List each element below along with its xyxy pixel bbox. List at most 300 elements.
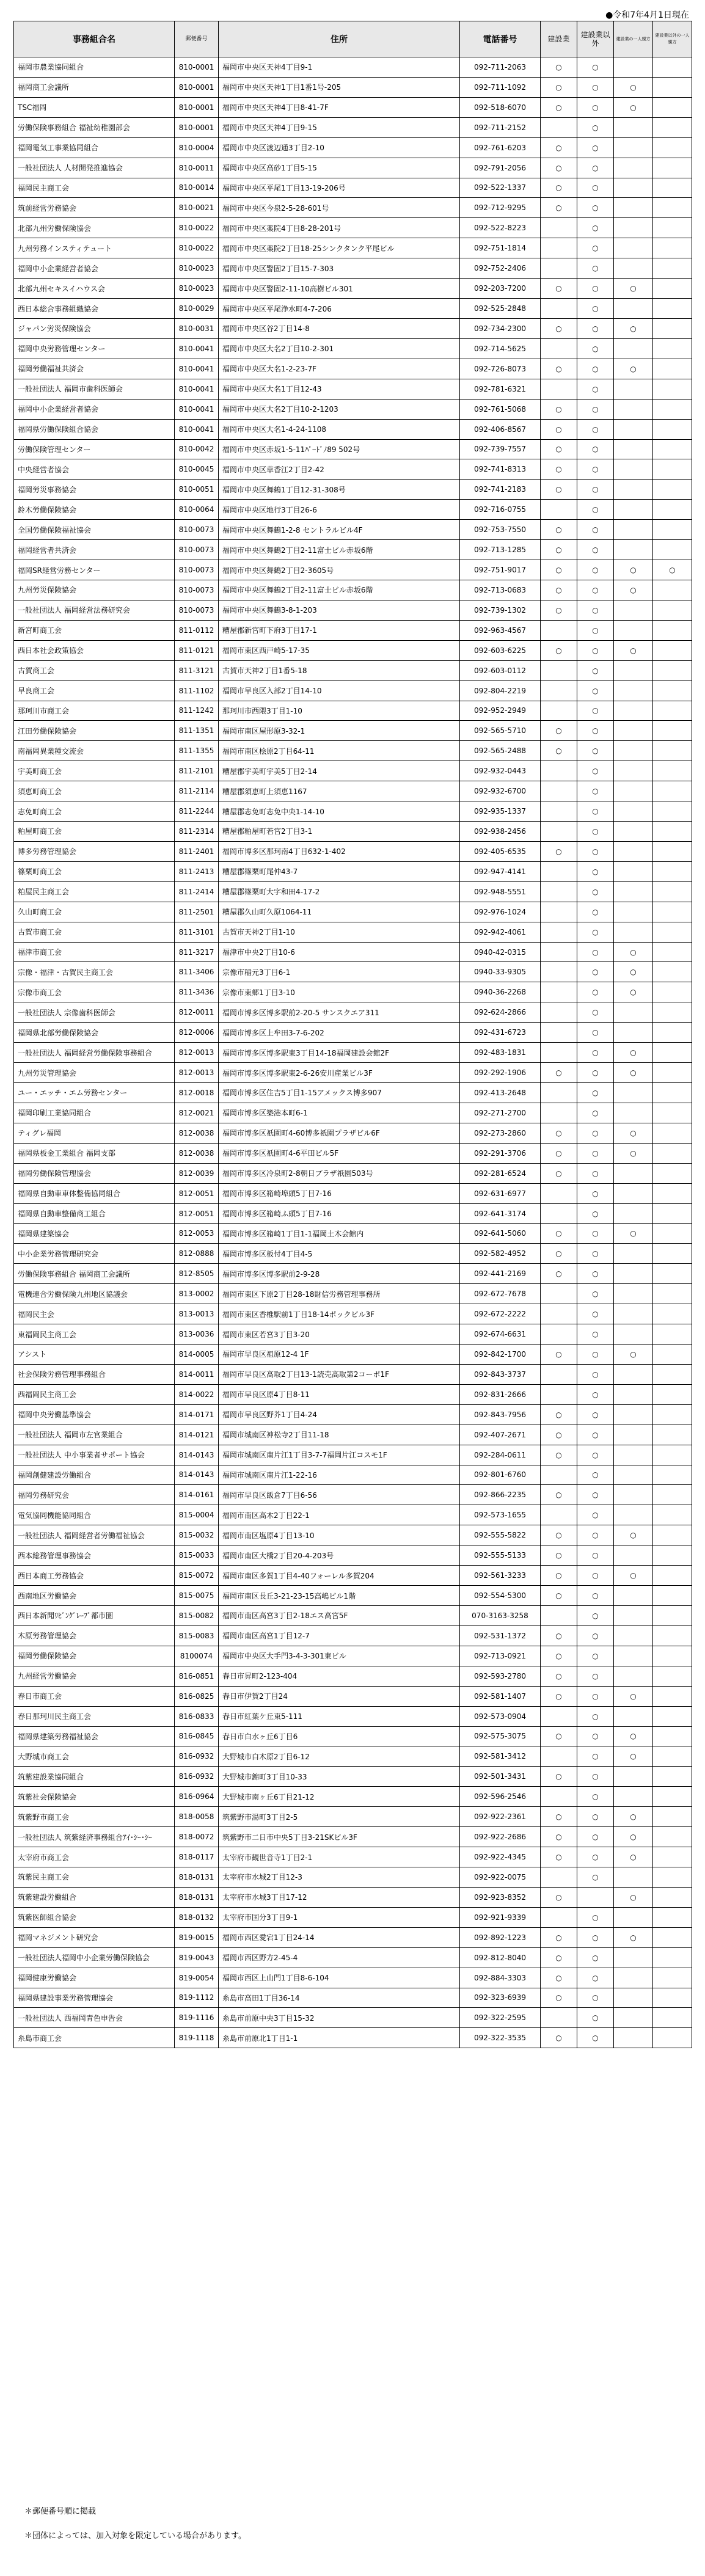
cell-special-1 [614,198,653,218]
cell-construction [541,781,577,801]
cell-special-2 [653,178,692,198]
cell-non-construction: ○ [577,399,614,419]
cell-address: 福岡市城南区南片江1-22-16 [219,1465,460,1485]
cell-non-construction: ○ [577,1485,614,1505]
cell-special-1 [614,660,653,680]
cell-special-1 [614,1968,653,1988]
cell-special-2 [653,1203,692,1224]
cell-special-2 [653,1043,692,1063]
table-row [14,419,692,439]
cell-phone: 092-603-6225 [460,640,541,660]
cell-construction [541,1002,577,1023]
cell-phone: 092-714-5625 [460,338,541,359]
cell-special-2 [653,1586,692,1606]
cell-name: 筑紫民主商工会 [14,1867,175,1887]
cell-address: 福岡市中央区舞鶴3-8-1-203 [219,600,460,620]
cell-zip: 812-0021 [175,1103,219,1123]
cell-construction: ○ [541,721,577,741]
cell-address: 福岡市南区塩原4丁目13-10 [219,1525,460,1545]
cell-name: 東福岡民主商工会 [14,1324,175,1345]
cell-zip: 818-0117 [175,1847,219,1867]
cell-special-1: ○ [614,1847,653,1867]
table-row [14,962,692,982]
cell-address: 福岡市中央区大名1-2-23-7F [219,359,460,379]
cell-address: 太宰府市観世音寺1丁目2-1 [219,1847,460,1867]
table-row [14,540,692,560]
cell-name: ユー・エッチ・エム労務センター [14,1083,175,1103]
cell-construction [541,299,577,319]
cell-non-construction: ○ [577,942,614,962]
table-row [14,861,692,881]
cell-non-construction: ○ [577,158,614,178]
cell-non-construction [577,1887,614,1907]
cell-special-1: ○ [614,359,653,379]
cell-name: 那珂川市商工会 [14,701,175,721]
cell-address: 糸島市前原中央3丁目15-32 [219,2008,460,2028]
cell-special-2 [653,881,692,902]
cell-non-construction: ○ [577,318,614,338]
cell-non-construction: ○ [577,1023,614,1043]
cell-name: 宇美町商工会 [14,761,175,781]
cell-non-construction: ○ [577,922,614,942]
cell-phone: 092-711-1092 [460,77,541,97]
cell-non-construction: ○ [577,218,614,238]
cell-construction: ○ [541,1947,577,1968]
cell-special-2 [653,1183,692,1203]
table-row [14,338,692,359]
table-row [14,1706,692,1726]
cell-construction: ○ [541,1988,577,2008]
cell-name: 福岡経営者共済会 [14,540,175,560]
cell-name: 福岡労働保険協会 [14,1646,175,1666]
cell-address: 福岡市中央区警固2-11-10高樹ビル301 [219,279,460,299]
cell-address: 福岡市城南区神松寺2丁目11-18 [219,1425,460,1445]
cell-special-2 [653,1767,692,1787]
cell-special-2 [653,1646,692,1666]
cell-address: 福岡市南区高宮1丁目12-7 [219,1626,460,1646]
cell-non-construction: ○ [577,57,614,78]
cell-special-1 [614,439,653,459]
cell-non-construction: ○ [577,560,614,580]
cell-special-1 [614,1485,653,1505]
cell-special-1 [614,1605,653,1626]
cell-address: 福岡市中央区大名2丁目10-2-301 [219,338,460,359]
cell-special-1: ○ [614,1686,653,1706]
cell-special-1 [614,1384,653,1404]
cell-phone: 092-203-7200 [460,279,541,299]
cell-special-1: ○ [614,1063,653,1083]
cell-construction: ○ [541,1646,577,1666]
cell-special-1 [614,1706,653,1726]
cell-construction: ○ [541,1827,577,1847]
cell-special-2 [653,158,692,178]
cell-special-1 [614,399,653,419]
cell-address: 福岡市中央区天神4丁目9-15 [219,117,460,137]
cell-non-construction: ○ [577,1586,614,1606]
cell-construction [541,258,577,279]
cell-non-construction: ○ [577,520,614,540]
cell-construction: ○ [541,640,577,660]
cell-non-construction: ○ [577,1947,614,1968]
cell-zip: 810-0022 [175,238,219,258]
cell-non-construction: ○ [577,1103,614,1123]
cell-address: 糟屋郡粕屋町若宮2丁目3-1 [219,822,460,842]
cell-name: 福岡中小企業経営者協会 [14,399,175,419]
cell-construction [541,1364,577,1384]
cell-special-2 [653,801,692,822]
cell-phone: 092-812-8040 [460,1947,541,1968]
cell-phone: 092-711-2152 [460,117,541,137]
cell-phone: 092-726-8073 [460,359,541,379]
cell-address: 糟屋郡須恵町上須恵1167 [219,781,460,801]
cell-zip: 812-0053 [175,1224,219,1244]
cell-construction: ○ [541,1847,577,1867]
cell-zip: 813-0036 [175,1324,219,1345]
cell-address: 糟屋郡久山町久原1064-11 [219,902,460,922]
cell-name: 太宰府市商工会 [14,1847,175,1867]
cell-phone: 092-554-5300 [460,1586,541,1606]
cell-special-2 [653,439,692,459]
cell-non-construction: ○ [577,1907,614,1927]
cell-construction: ○ [541,580,577,600]
cell-address: 福岡市博多区築港本町6-1 [219,1103,460,1123]
cell-special-1: ○ [614,1807,653,1827]
cell-zip: 811-2413 [175,861,219,881]
cell-construction: ○ [541,520,577,540]
table-row [14,57,692,78]
table-row [14,1586,692,1606]
cell-zip: 811-2314 [175,822,219,842]
table-row [14,137,692,158]
cell-address: 福岡市中央区警固2丁目15-7-303 [219,258,460,279]
table-row [14,1203,692,1224]
cell-construction: ○ [541,77,577,97]
cell-non-construction: ○ [577,640,614,660]
cell-address: 福津市中央2丁目10-6 [219,942,460,962]
cell-zip: 813-0013 [175,1304,219,1324]
table-row [14,1485,692,1505]
cell-zip: 818-0131 [175,1887,219,1907]
table-row [14,1384,692,1404]
cell-zip: 810-0041 [175,399,219,419]
cell-phone: 092-801-6760 [460,1465,541,1485]
cell-zip: 812-0013 [175,1043,219,1063]
cell-name: 電気協同機能協同組合 [14,1505,175,1525]
cell-construction: ○ [541,359,577,379]
cell-name: 福岡労働福祉共済会 [14,359,175,379]
cell-phone: 092-952-2949 [460,701,541,721]
cell-non-construction: ○ [577,1224,614,1244]
cell-address: 福岡市中央区大名1-4-24-1108 [219,419,460,439]
table-row [14,520,692,540]
cell-special-2 [653,1404,692,1425]
cell-special-2 [653,1887,692,1907]
table-row [14,1867,692,1887]
cell-name: 北部九州労働保険協会 [14,218,175,238]
cell-construction [541,1203,577,1224]
cell-special-2 [653,299,692,319]
cell-zip: 811-1355 [175,741,219,761]
cell-construction: ○ [541,1726,577,1746]
cell-construction [541,1706,577,1726]
cell-address: 福岡市西区愛宕1丁目24-14 [219,1927,460,1947]
cell-construction: ○ [541,1686,577,1706]
cell-name: 一般社団法人 筑紫経済事務組合ｱｲ･ｼｰ･ｼｰ [14,1827,175,1847]
cell-address: 福岡市博多区箱崎ふ頭5丁目7-16 [219,1203,460,1224]
cell-phone: 092-922-2361 [460,1807,541,1827]
cell-special-1: ○ [614,1566,653,1586]
cell-non-construction: ○ [577,1244,614,1264]
cell-zip: 812-0011 [175,1002,219,1023]
cell-construction [541,1746,577,1767]
cell-special-1 [614,922,653,942]
table-row [14,97,692,117]
cell-special-1: ○ [614,560,653,580]
cell-special-1 [614,500,653,520]
cell-address: 糟屋郡志免町志免中央1-14-10 [219,801,460,822]
table-row [14,600,692,620]
table-row [14,2028,692,2048]
cell-phone: 092-672-7678 [460,1284,541,1304]
table-row [14,881,692,902]
table-row [14,279,692,299]
cell-phone: 092-884-3303 [460,1968,541,1988]
cell-phone: 092-713-0921 [460,1646,541,1666]
cell-address: 糟屋郡篠栗町尾仲43-7 [219,861,460,881]
cell-zip: 818-0132 [175,1907,219,1927]
cell-special-2 [653,1988,692,2008]
header-special-2: 建設業以外の一人親方 [653,21,692,57]
cell-construction: ○ [541,1666,577,1686]
table-row [14,218,692,238]
cell-special-2 [653,359,692,379]
cell-phone: 092-751-1814 [460,238,541,258]
table-row [14,942,692,962]
cell-non-construction: ○ [577,1345,614,1365]
cell-address: 福岡市博多区板付4丁目4-5 [219,1244,460,1264]
cell-phone: 092-739-7557 [460,439,541,459]
cell-phone: 0940-33-9305 [460,962,541,982]
header-zip: 郵便番号 [175,21,219,57]
table-row [14,1545,692,1566]
cell-non-construction: ○ [577,238,614,258]
cell-special-2 [653,680,692,701]
cell-address: 大野城市白木原2丁目6-12 [219,1746,460,1767]
cell-construction [541,1103,577,1123]
cell-name: 西日本総合事務組織協会 [14,299,175,319]
cell-special-1: ○ [614,1887,653,1907]
cell-special-1 [614,801,653,822]
cell-zip: 812-0006 [175,1023,219,1043]
cell-name: 福岡労災事務協会 [14,480,175,500]
cell-special-2 [653,1264,692,1284]
cell-name: 筑前経営労務協会 [14,198,175,218]
cell-non-construction: ○ [577,600,614,620]
cell-address: 福岡市博多区上牟田3-7-6-202 [219,1023,460,1043]
cell-non-construction: ○ [577,701,614,721]
cell-special-1 [614,1203,653,1224]
cell-non-construction: ○ [577,1827,614,1847]
cell-phone: 092-932-0443 [460,761,541,781]
cell-construction: ○ [541,318,577,338]
cell-name: 篠栗町商工会 [14,861,175,881]
cell-zip: 815-0082 [175,1605,219,1626]
cell-phone: 092-713-0683 [460,580,541,600]
cell-special-2 [653,1907,692,1927]
cell-name: 北部九州セキスイハウス会 [14,279,175,299]
cell-special-2 [653,77,692,97]
cell-address: 福岡市中央区谷2丁目14-8 [219,318,460,338]
cell-construction [541,1505,577,1525]
cell-zip: 814-0161 [175,1485,219,1505]
cell-special-1 [614,1626,653,1646]
cell-zip: 816-0845 [175,1726,219,1746]
cell-special-2 [653,97,692,117]
cell-construction: ○ [541,1143,577,1163]
cell-phone: 0940-42-0315 [460,942,541,962]
cell-name: 福岡マネジメント研究会 [14,1927,175,1947]
cell-name: アシスト [14,1345,175,1365]
cell-special-2 [653,1103,692,1123]
cell-phone: 092-291-3706 [460,1143,541,1163]
cell-non-construction: ○ [577,1445,614,1465]
cell-construction [541,680,577,701]
cell-special-2 [653,1123,692,1143]
cell-non-construction: ○ [577,982,614,1002]
cell-special-2 [653,1827,692,1847]
cell-phone: 092-935-1337 [460,801,541,822]
cell-special-1 [614,1505,653,1525]
cell-name: 福岡電気工事業協同組合 [14,137,175,158]
cell-special-1 [614,299,653,319]
cell-special-2 [653,218,692,238]
cell-zip: 812-0018 [175,1083,219,1103]
cell-name: ジャパン労災保険協会 [14,318,175,338]
cell-address: 福岡市中央区平尾1丁目13-19-206号 [219,178,460,198]
table-row [14,359,692,379]
cell-name: 江田労働保険協会 [14,721,175,741]
cell-name: 福岡中小企業経営者協会 [14,258,175,279]
cell-name: 福岡商工会議所 [14,77,175,97]
cell-name: 福津市商工会 [14,942,175,962]
cell-phone: 092-581-1407 [460,1686,541,1706]
cell-name: 福岡県建設事業労務管理協会 [14,1988,175,2008]
cell-phone: 092-948-5551 [460,881,541,902]
table-row [14,1807,692,1827]
cell-special-1 [614,1083,653,1103]
cell-phone: 092-323-6939 [460,1988,541,2008]
cell-phone: 092-804-2219 [460,680,541,701]
cell-construction [541,1284,577,1304]
cell-non-construction: ○ [577,1364,614,1384]
cell-special-2 [653,1445,692,1465]
cell-name: TSC福岡 [14,97,175,117]
cell-non-construction: ○ [577,117,614,137]
cell-name: 春日市商工会 [14,1686,175,1706]
cell-non-construction: ○ [577,2008,614,2028]
header-special-1: 建設業の一人親方 [614,21,653,57]
cell-non-construction: ○ [577,1927,614,1947]
table-row [14,560,692,580]
cell-zip: 815-0033 [175,1545,219,1566]
cell-non-construction: ○ [577,279,614,299]
cell-non-construction: ○ [577,258,614,279]
cell-zip: 814-0005 [175,1345,219,1365]
cell-zip: 810-0001 [175,97,219,117]
cell-special-1 [614,2008,653,2028]
cell-non-construction: ○ [577,439,614,459]
cell-address: 福岡市早良区祖原12-4 1F [219,1345,460,1365]
cell-address: 福岡市中央区舞鶴2丁目2-11富士ビル赤坂6階 [219,540,460,560]
cell-phone: 092-483-1831 [460,1043,541,1063]
cell-construction: ○ [541,540,577,560]
cell-special-2 [653,1364,692,1384]
footnote-1: ＊郵便番号順に掲載 [24,2507,97,2516]
cell-name: 九州労災保険協会 [14,580,175,600]
header-non-construction: 建設業以外 [577,21,614,57]
cell-construction: ○ [541,480,577,500]
cell-special-1 [614,459,653,480]
table-row [14,822,692,842]
table-row [14,77,692,97]
table-row [14,459,692,480]
cell-construction: ○ [541,1545,577,1566]
cell-address: 福岡市博多区那珂南4丁目632-1-402 [219,841,460,861]
cell-construction: ○ [541,419,577,439]
cell-phone: 092-322-3535 [460,2028,541,2048]
cell-special-2 [653,1465,692,1485]
cell-phone: 092-716-0755 [460,500,541,520]
cell-address: 春日市伊賀2丁目24 [219,1686,460,1706]
cell-zip: 816-0932 [175,1767,219,1787]
table-row [14,318,692,338]
cell-phone: 092-525-2848 [460,299,541,319]
cell-special-2 [653,1244,692,1264]
cell-non-construction: ○ [577,359,614,379]
cell-construction: ○ [541,1445,577,1465]
cell-zip: 815-0004 [175,1505,219,1525]
cell-special-2 [653,279,692,299]
cell-zip: 810-0042 [175,439,219,459]
cell-name: 一般社団法人 福岡市歯科医師会 [14,379,175,399]
cell-zip: 814-0121 [175,1425,219,1445]
table-row [14,480,692,500]
cell-special-1: ○ [614,1043,653,1063]
cell-name: 福岡創健建設労働組合 [14,1465,175,1485]
cell-special-2 [653,1505,692,1525]
cell-special-1 [614,379,653,399]
cell-address: 春日市紅葉ケ丘東5-111 [219,1706,460,1726]
cell-phone: 092-273-2860 [460,1123,541,1143]
cell-special-1: ○ [614,1345,653,1365]
cell-name: 西日本商工労務協会 [14,1566,175,1586]
cell-non-construction: ○ [577,721,614,741]
cell-special-1: ○ [614,1746,653,1767]
cell-special-2 [653,2008,692,2028]
cell-special-1: ○ [614,580,653,600]
cell-non-construction: ○ [577,680,614,701]
cell-zip: 819-1118 [175,2028,219,2048]
cell-non-construction: ○ [577,1425,614,1445]
cell-construction [541,881,577,902]
cell-name: 福岡県建築協会 [14,1224,175,1244]
cell-special-2 [653,1224,692,1244]
cell-name: 西本総務管理事務協会 [14,1545,175,1566]
table-row [14,1345,692,1365]
cell-address: 筑紫野市湯町3丁目2-5 [219,1807,460,1827]
cell-zip: 819-1116 [175,2008,219,2028]
cell-special-2 [653,1345,692,1365]
